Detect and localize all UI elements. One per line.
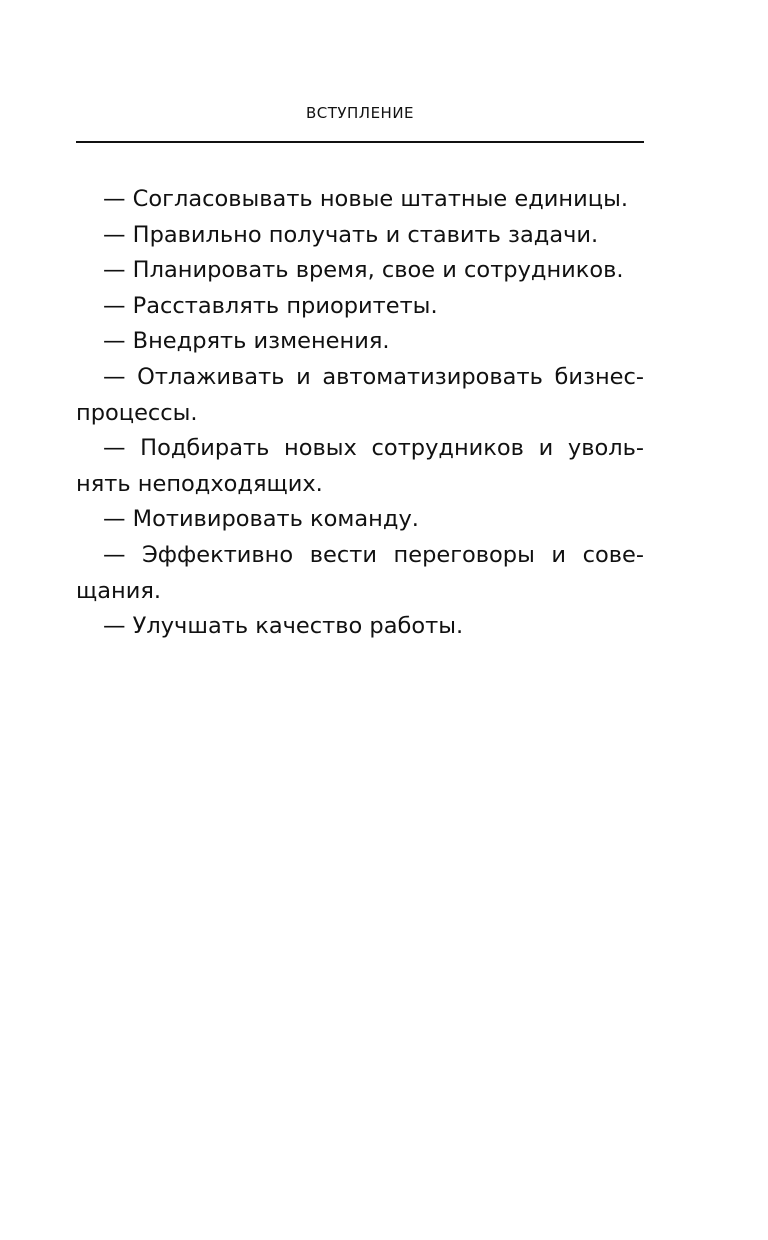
list-item	[76, 360, 644, 431]
list-item	[76, 253, 644, 289]
list-item-line: нять неподходящих.	[76, 470, 323, 497]
list-item-line: — Мотивировать команду.	[103, 506, 419, 533]
list-item-line: — Подбирать новых сотрудников и уволь-	[103, 435, 644, 462]
list-item	[76, 324, 644, 360]
list-item-line: щания.	[76, 577, 162, 604]
running-header: ВСТУПЛЕНИЕ	[305, 104, 415, 122]
list-item	[76, 502, 644, 538]
list-item-line: — Внедрять изменения.	[103, 328, 390, 355]
list-item-line: — Правильно получать и ставить задачи.	[103, 221, 599, 248]
list-item	[76, 431, 644, 502]
list-item-line: — Согласовывать новые штатные единицы.	[103, 186, 628, 212]
list-item-line: — Улучшать качество работы.	[103, 613, 464, 640]
list-item-line: — Эффективно вести переговоры и сове-	[103, 541, 644, 568]
list-item	[76, 289, 644, 325]
list-item	[76, 182, 644, 218]
list-item	[76, 538, 644, 609]
list-item-line: процессы.	[76, 399, 198, 426]
body-text	[76, 182, 644, 645]
list-item	[76, 218, 644, 254]
list-item-line: — Отлаживать и автоматизировать бизнес-	[103, 363, 644, 390]
header-rule	[76, 141, 644, 143]
list-item	[76, 609, 644, 645]
list-item-line: — Расставлять приоритеты.	[103, 292, 438, 319]
list-item-line: — Планировать время, свое и сотрудников.	[103, 257, 624, 284]
